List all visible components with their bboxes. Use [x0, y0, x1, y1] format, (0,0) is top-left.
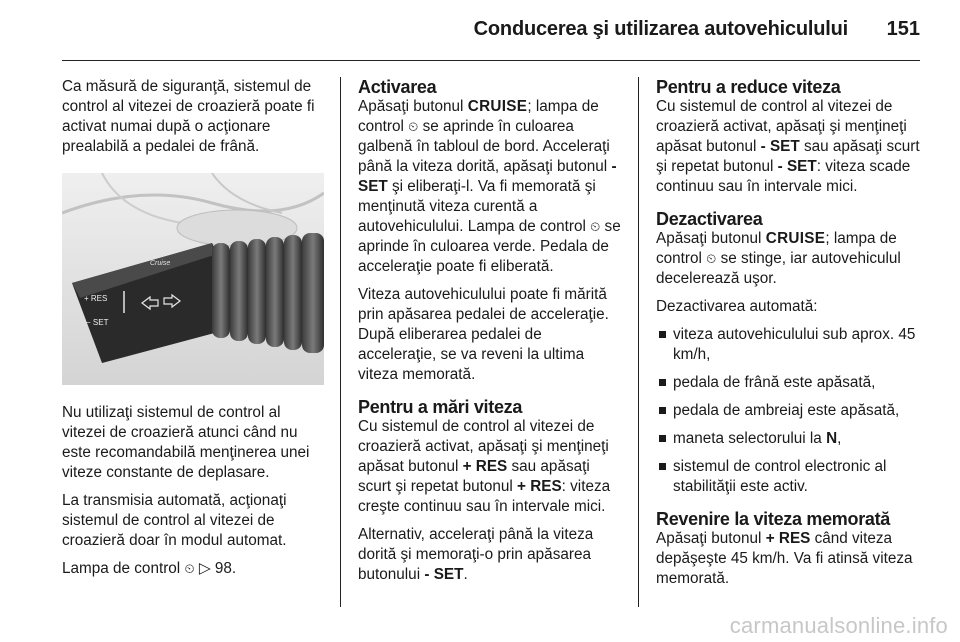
cruise-control-lamp-icon: ⏲	[408, 119, 419, 134]
column-3	[656, 77, 921, 597]
cruise-stalk-illustration	[62, 173, 324, 385]
section-title-reduce: Pentru a reduce viteza	[656, 77, 841, 97]
set-button-label: - SET	[358, 158, 617, 195]
auto-deactivation-intro: Dezactivarea automată:	[656, 298, 818, 315]
watermark: carmanualsonline.info	[729, 613, 948, 638]
activate-paragraph-1: Apăsaţi butonul CRUISE; lampa de control ⏲ se aprinde în culoarea galbenă în tabloul de bord. Acceleraţi până la viteza dorită, apăsaţi butonul - SET şi eliberaţi-l. Va fi memorată şi menţinută viteza curentă a autovehiculului. Lampa de control ⏲ se aprinde în culoarea verde. Pedala de acceleraţie poate fi eliberată.	[358, 98, 621, 275]
page-header	[62, 0, 920, 61]
column-divider	[638, 77, 639, 607]
section-title-activate: Activarea	[358, 77, 437, 97]
increase-paragraph-2: Alternativ, acceleraţi până la viteza dorită şi memoraţi-o prin apăsarea butonului - SET.	[358, 526, 594, 583]
intro-paragraph: Ca măsură de siguranţă, sistemul de control al vitezei de croazieră poate fi activat numai după o acţionare prealabilă a pedalei de frână.	[62, 78, 315, 155]
column-divider	[340, 77, 341, 607]
stalk-set-label: − SET	[86, 318, 109, 327]
reference-arrow-icon: ▷	[198, 560, 211, 577]
list-item: pedala de frână este apăsată,	[656, 373, 921, 393]
warning-paragraph: Nu utilizaţi sistemul de control al vitezei de croazieră atunci când nu este recomandabilă menţinerea unei viteze constante de deplasare.	[62, 404, 310, 481]
stalk-res-label: + RES	[84, 294, 108, 303]
cruise-button-label: CRUISE	[467, 98, 528, 115]
list-item: maneta selectorului la N,	[656, 429, 921, 449]
list-item: pedala de ambreiaj este apăsată,	[656, 401, 921, 421]
automatic-transmission-paragraph: La transmisia automată, acţionaţi sistemul de control al vitezei de croazieră doar în modul automat.	[62, 492, 287, 549]
list-item: sistemul de control electronic al stabilităţii este activ.	[656, 457, 921, 497]
activate-paragraph-2: Viteza autovehiculului poate fi mărită prin apăsarea pedalei de acceleraţie. După eliberarea pedalei de acceleraţie, se va reveni la ultima viteza memorată.	[358, 286, 609, 383]
list-item: viteza autovehiculului sub aprox. 45 km/h,	[656, 325, 921, 365]
cruise-control-lamp-icon: ⏲	[184, 561, 195, 576]
cruise-control-lamp-icon: ⏲	[590, 219, 601, 234]
res-button-label: + RES	[462, 458, 508, 475]
control-lamp-reference: Lampa de control ⏲ ▷ 98.	[62, 560, 237, 577]
column-2	[358, 77, 621, 593]
set-button-label: - SET	[760, 138, 800, 155]
section-title-deactivate: Dezactivarea	[656, 209, 763, 229]
reduce-paragraph: Cu sistemul de control al vitezei de croazieră activat, apăsaţi şi menţineţi apăsat butonul - SET sau apăsaţi scurt şi repetat butonul - SET: viteza scade continuu sau în intervale mici.	[656, 98, 920, 195]
res-button-label: + RES	[765, 530, 811, 547]
page-number: 151	[886, 18, 920, 40]
auto-deactivation-list	[656, 325, 921, 497]
section-title-resume: Revenire la viteza memorată	[656, 509, 891, 529]
resume-paragraph: Apăsaţi butonul + RES când viteza depăşeşte 45 km/h. Va fi atinsă viteza memorată.	[656, 530, 913, 587]
cruise-control-lamp-icon: ⏲	[706, 251, 717, 266]
column-1	[62, 77, 324, 587]
set-button-label: - SET	[777, 158, 817, 175]
increase-paragraph-1: Cu sistemul de control al vitezei de croazieră activat, apăsaţi şi menţineţi apăsat butonul + RES sau apăsaţi scurt şi repetat butonul + RES: viteza creşte continuu sau în intervale mici.	[358, 418, 611, 515]
header-title: Conducerea şi utilizarea autovehiculului	[473, 18, 848, 40]
deactivate-paragraph: Apăsaţi butonul CRUISE; lampa de control ⏲ se stinge, iar autovehiculul decelerează uşor.	[656, 230, 901, 287]
section-title-increase: Pentru a mări viteza	[358, 397, 523, 417]
cruise-button-label: CRUISE	[765, 230, 826, 247]
set-button-label: - SET	[424, 566, 464, 583]
cruise-stalk-photo	[62, 173, 324, 385]
res-button-label: + RES	[517, 478, 562, 495]
stalk-brand-label: Cruise	[150, 260, 171, 267]
